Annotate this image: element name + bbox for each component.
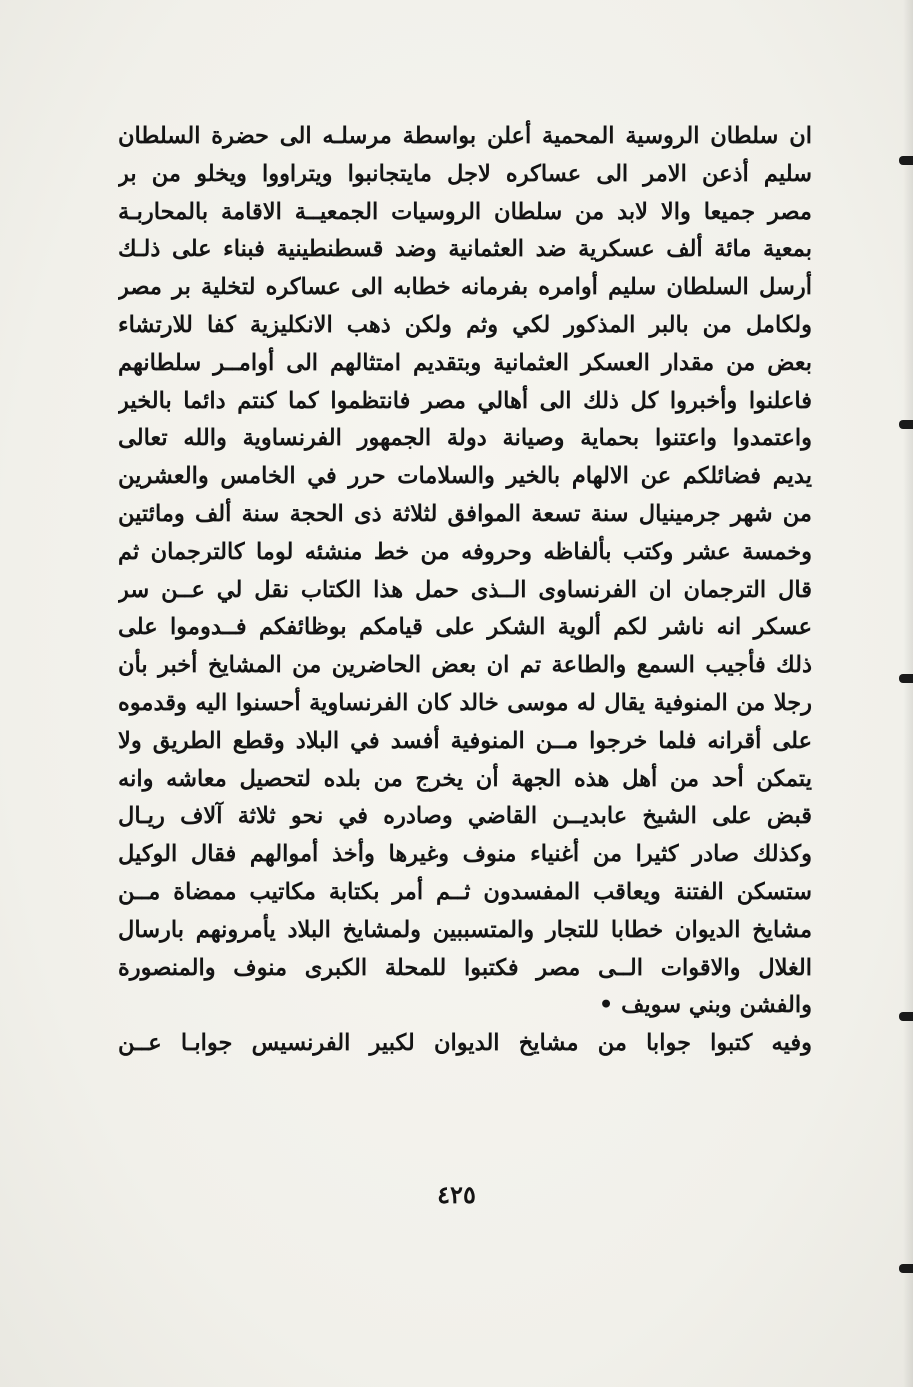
- text-line: بمعية مائة ألف عسكرية ضد العثمانية وضد قسطنطينية فبناء على ذلـك: [118, 236, 812, 263]
- text-line: ستسكن الفتنة ويعاقب المفسدون ثــم أمر بكتابة مكاتيب ممضاة مــن: [118, 878, 812, 905]
- margin-binding-mark: [899, 1012, 913, 1021]
- margin-binding-mark: [899, 420, 913, 429]
- text-line: مشايخ الديوان خطابا للتجار والمتسببين ولمشايخ البلاد يأمرونهم بارسال: [118, 916, 812, 943]
- text-line: من شهر جرمينيال سنة تسعة الموافق لثلاثة ذى الحجة سنة ألف ومائتين: [118, 500, 812, 527]
- text-line: يتمكن أحد من أهل هذه الجهة أن يخرج من بلده لتحصيل معاشه وانه: [118, 765, 812, 792]
- text-line: فاعلنوا وأخبروا كل ذلك الى أهالي مصر فانتظموا كما كنتم دائما بالخير: [118, 387, 812, 414]
- scan-edge-shadow: [903, 0, 913, 1387]
- text-line: أرسل السلطان سليم أوامره بفرمانه خطابه الى عساكره لتخلية بر مصر: [118, 274, 812, 301]
- text-line: قال الترجمان ان الفرنساوى الــذى حمل هذا الكتاب نقل لي عــن سر: [118, 576, 812, 603]
- text-line: قبض على الشيخ عابديــن القاضي وصادره في نحو ثلاثة آلاف ريـال: [118, 803, 812, 830]
- text-line-paragraph-end: والفشن وبني سويف •: [598, 992, 812, 1019]
- text-line: مصر جميعا والا لابد من سلطان الروسيات الجمعيــة الاقامة بالمحاربـة: [118, 198, 812, 225]
- page-number: ٤٢٥: [437, 1180, 476, 1209]
- margin-binding-mark: [899, 1264, 913, 1273]
- text-line: سليم أذعن الامر الى عساكره لاجل مايتجانبوا ويتراووا ويخلو من بر: [118, 160, 812, 187]
- body-text: [118, 118, 812, 1063]
- text-line: وكذلك صادر كثيرا من أغنياء منوف وغيرها وأخذ أموالهم فقال الوكيل: [118, 841, 812, 868]
- text-line: ان سلطان الروسية المحمية أعلن بواسطة مرسلـه الى حضرة السلطان: [118, 123, 812, 149]
- text-line: وفيه كتبوا جوابا من مشايخ الديوان لكبير الفرنسيس جوابـا عــن: [118, 1030, 812, 1057]
- text-line: بعض من مقدار العسكر العثمانية وبتقديم امتثالهم الى أوامــر سلطانهم: [118, 349, 812, 376]
- text-line: يديم فضائلكم عن الالهام بالخير والسلامات حرر في الخامس والعشرين: [118, 463, 812, 490]
- text-line: عسكر انه ناشر لكم ألوية الشكر على قيامكم بوظائفكم فــدوموا على: [118, 614, 812, 641]
- text-line: ولكامل من بالبر المذكور لكي وثم ولكن ذهب الانكليزية كفا للارتشاء: [118, 311, 812, 338]
- text-line: ذلك فأجيب السمع والطاعة تم ان بعض الحاضرين من المشايخ أخبر بأن: [118, 652, 812, 679]
- text-line: الغلال والاقوات الــى مصر فكتبوا للمحلة الكبرى منوف والمنصورة: [118, 954, 812, 981]
- text-line: وخمسة عشر وكتب بألفاظه وحروفه من خط منشئه لوما كالترجمان ثم: [118, 538, 812, 565]
- text-line: على أقرانه فلما خرجوا مــن المنوفية أفسد في البلاد وقطع الطريق ولا: [118, 727, 812, 754]
- text-line: واعتمدوا واعتنوا بحماية وصيانة دولة الجمهور الفرنساوية والله تعالى: [118, 425, 812, 452]
- margin-binding-mark: [899, 156, 913, 165]
- text-line: رجلا من المنوفية يقال له موسى خالد كان الفرنساوية أحسنوا اليه وقدموه: [118, 689, 812, 716]
- margin-binding-mark: [899, 674, 913, 683]
